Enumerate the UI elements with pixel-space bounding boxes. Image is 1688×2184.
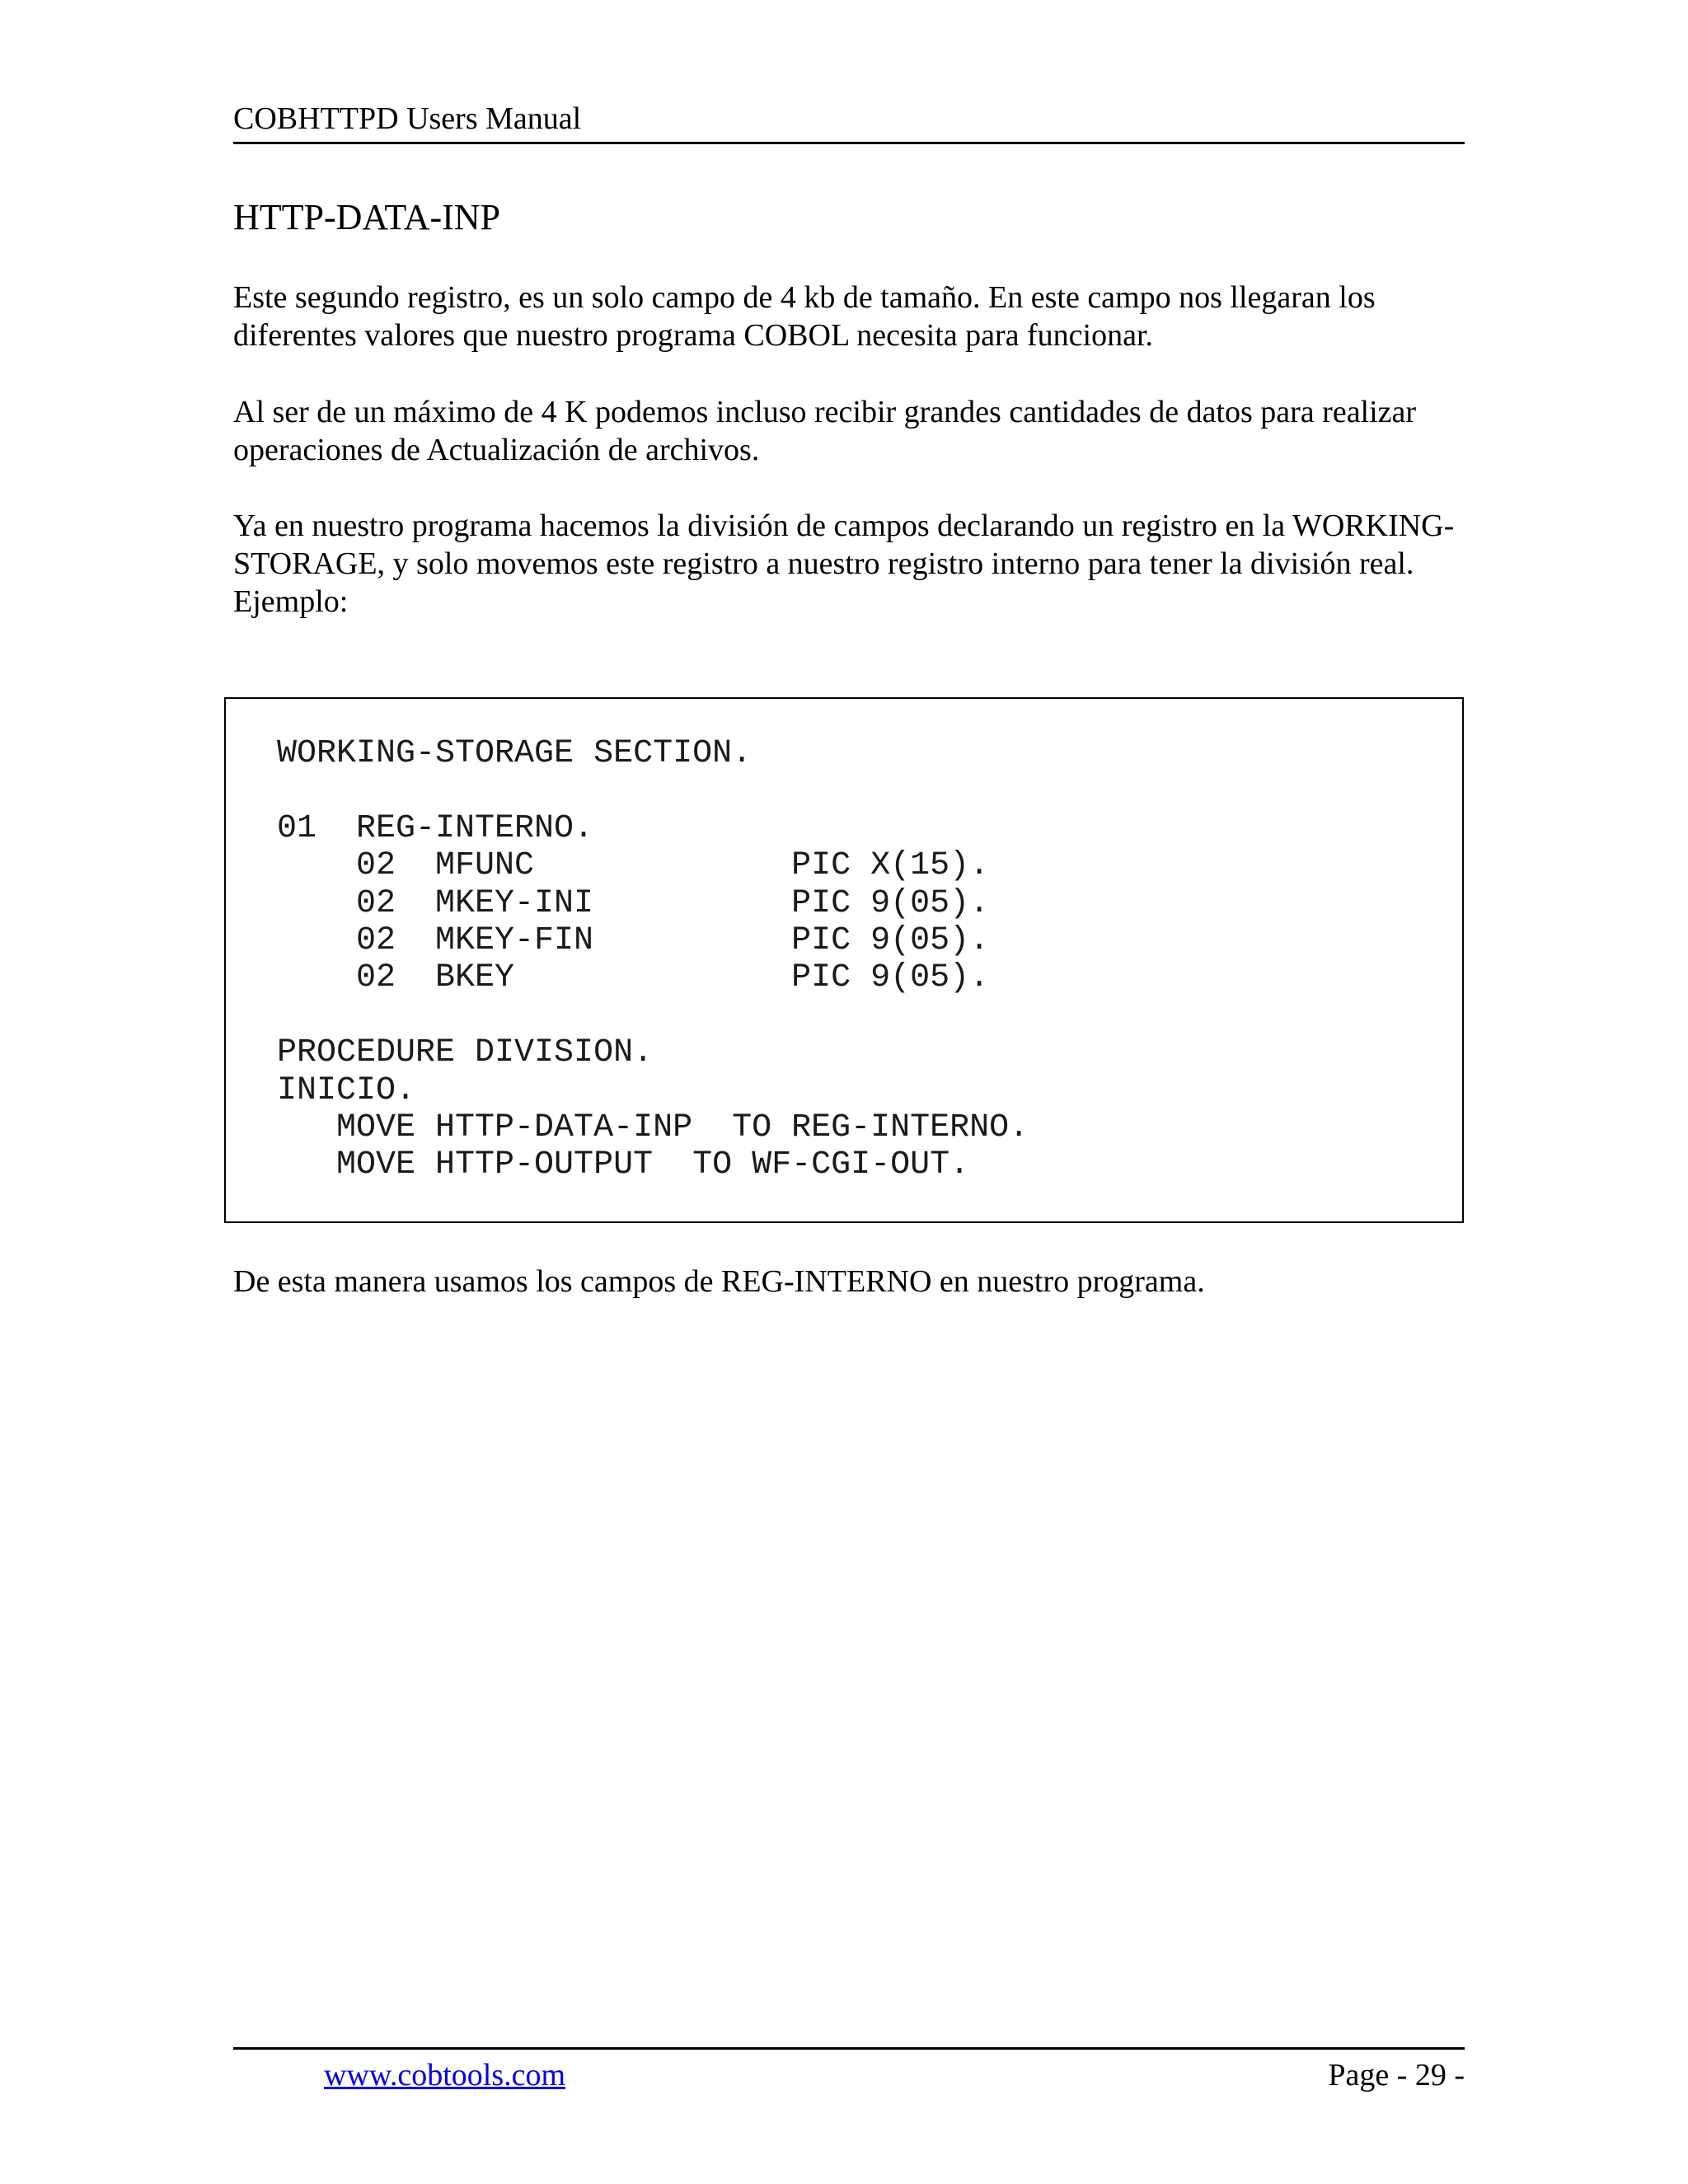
- code-line: 02 MFUNC PIC X(15).: [277, 847, 990, 885]
- code-line: MOVE HTTP-DATA-INP TO REG-INTERNO.: [277, 1108, 1029, 1146]
- cobol-code-listing: [277, 735, 1029, 1184]
- document-title: COBHTTPD Users Manual: [233, 101, 582, 136]
- section-heading: HTTP-DATA-INP: [233, 197, 501, 237]
- page-header: [233, 96, 1465, 144]
- code-line: [277, 997, 1029, 1034]
- code-line: WORKING-STORAGE SECTION.: [277, 735, 753, 772]
- page-footer: [233, 2047, 1465, 2107]
- closing-paragraph: De esta manera usamos los campos de REG-INTERNO en nuestro programa.: [233, 1264, 1205, 1299]
- code-line: [277, 772, 1029, 809]
- code-line: PROCEDURE DIVISION.: [277, 1034, 654, 1072]
- page-number: Page - 29 -: [1328, 2058, 1465, 2093]
- body-paragraph: Ya en nuestro programa hacemos la división de campos declarando un registro en la WORKING-STORAGE, y solo movemos este registro a nuestro registro interno para tener la división real. Ejemplo:: [233, 509, 1455, 619]
- code-line: 02 BKEY PIC 9(05).: [277, 959, 990, 997]
- code-example-box: [224, 697, 1464, 1223]
- code-line: 02 MKEY-FIN PIC 9(05).: [277, 921, 990, 959]
- code-line: 02 MKEY-INI PIC 9(05).: [277, 884, 990, 922]
- code-line: INICIO.: [277, 1071, 416, 1109]
- body-paragraph: Al ser de un máximo de 4 K podemos incluso recibir grandes cantidades de datos para realizar operaciones de Actualización de archivos.: [233, 395, 1417, 467]
- code-line: 01 REG-INTERNO.: [277, 809, 594, 847]
- code-line: MOVE HTTP-OUTPUT TO WF-CGI-OUT.: [277, 1146, 970, 1184]
- body-paragraph: Este segundo registro, es un solo campo de 4 kb de tamaño. En este campo nos llegaran los diferentes valores que nuestro programa COBOL necesita para funcionar.: [233, 280, 1376, 353]
- website-link[interactable]: www.cobtools.com: [324, 2058, 566, 2093]
